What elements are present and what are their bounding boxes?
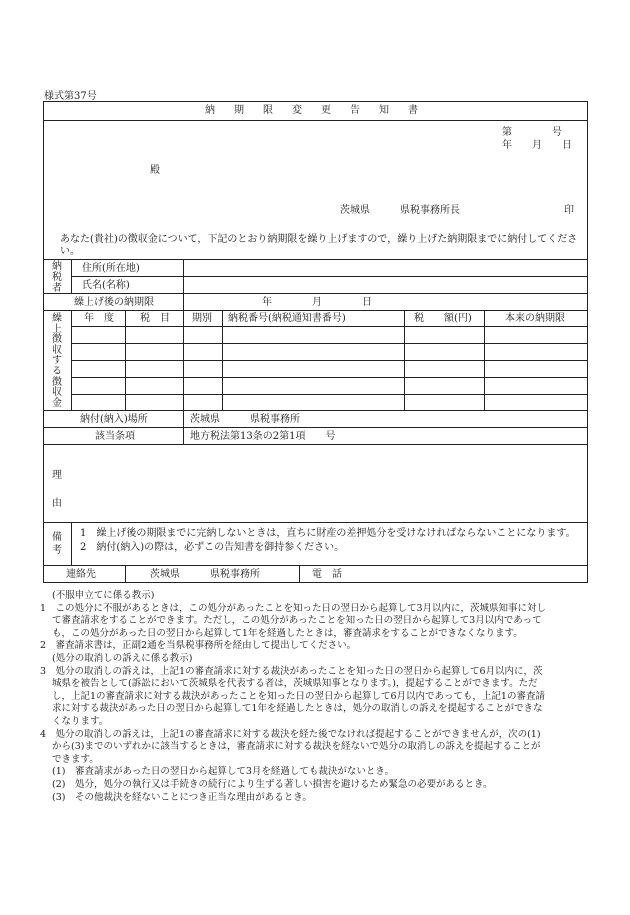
note-line: くなります。	[52, 715, 109, 727]
remarks-divider	[71, 522, 72, 565]
reason-label: 理由	[52, 470, 62, 509]
levy-row-line	[71, 343, 588, 344]
reason-bottom	[43, 522, 588, 523]
contact-divider	[125, 565, 126, 583]
taxpayer-row-divider	[71, 276, 588, 277]
levy-group-divider	[71, 310, 72, 410]
levy-header-bottom	[71, 326, 588, 327]
levy-col-divider	[183, 310, 184, 444]
intro-text: あなた(貴社)の徴収金について，下記のとおり納期限を繰り上げますので，繰り上げた納期限までに納付してください。	[60, 234, 578, 257]
note-heading: (処分の取消しの訴えに係る教示)	[52, 652, 193, 664]
clause-bottom	[43, 444, 588, 445]
seal-mark: 印	[564, 205, 574, 216]
note-line: 求に対する裁決があった日の翌日から起算して1年を経過したときは，処分の取消しの訴えを提起することができな	[52, 703, 543, 715]
note-line: 1 この処分に不服があるときは，この処分があったことを知った日の翌日から起算して3月以内に，茨城県知事に対し	[40, 602, 546, 614]
note-heading: (不服申立てに係る教示)	[52, 590, 155, 601]
contact-label: 連絡先	[66, 569, 96, 580]
title-divider	[43, 120, 588, 121]
remark-item-1: 1 繰上げ後の期限までに完納しないときは，直ちに財産の差押処分を受けなければならないことになります。	[80, 528, 576, 539]
levy-row-line	[71, 394, 588, 395]
col-header-tax-item: 税 目	[140, 313, 170, 324]
note-line: も，この処分があった日の翌日から起算して1年を経過したときは，審査請求をすることができなくなります。	[52, 627, 523, 639]
note-line: し，上記1の審査請求に対する裁決があったことを知った日の翌日から起算して6月以内であっても，上記1の審査請	[52, 690, 545, 702]
contact-divider	[299, 565, 300, 583]
col-header-original-deadline: 本来の納期限	[505, 313, 565, 324]
note-line: 4 処分の取消しの訴えは，上記1の審査請求に対する裁決を経た後でなければ提起することができませんが，次の(1)	[40, 728, 541, 740]
appeal-instructions	[40, 590, 588, 804]
applicable-clause-value: 地方税法第13条の2第1項 号	[190, 431, 336, 442]
advanced-deadline-date: 年 月 日	[262, 297, 372, 308]
levy-col-divider	[222, 310, 223, 410]
levy-col-divider	[125, 310, 126, 410]
levy-row-line	[71, 377, 588, 378]
payment-place-label: 納付(納入)場所	[80, 414, 148, 425]
note-line: て審査請求をすることができます。ただし，この処分があったことを知った日の翌日から起算して3月以内であって	[52, 615, 542, 627]
remarks-label: 備考	[52, 532, 62, 556]
taxpayer-bottom	[43, 293, 588, 294]
form-number: 様式第37号	[44, 91, 97, 102]
col-header-tax-number: 納税番号(納税通知書番号)	[228, 313, 346, 324]
address-label: 住所(所在地)	[82, 263, 140, 274]
note-line: 城県を被告として(訴訟において茨城県を代表する者は，茨城県知事となります。)，提起することができます。ただ	[52, 678, 538, 690]
col-header-period: 期別	[192, 313, 212, 324]
note-subitem: (1) 審査請求があった日の翌日から起算して3月を経過しても裁決がないとき。	[52, 766, 395, 778]
note-subitem: (2) 処分，処分の執行又は手続きの続行により生ずる著しい損害を避けるため緊急の必要があるとき。	[52, 778, 493, 790]
contact-phone-label: 電 話	[312, 569, 342, 580]
issue-date: 年 月 日	[502, 140, 572, 151]
name-label: 氏名(名称)	[82, 280, 130, 291]
addressee-suffix: 殿	[150, 165, 160, 176]
payment-place-value: 茨城県 県税事務所	[190, 414, 300, 425]
levy-bottom	[43, 410, 588, 411]
levy-group-label: 繰上徴収する徴収金	[52, 313, 62, 409]
remark-item-2: 2 納付(納入)の際は，必ずこの告知書を御持参ください。	[80, 542, 345, 553]
form-title: 納期限変更告知書	[205, 105, 437, 116]
document-number: 第 号	[502, 127, 562, 138]
taxpayer-group-divider	[71, 259, 72, 293]
col-header-year: 年 度	[84, 313, 114, 324]
place-bottom	[43, 427, 588, 428]
levy-row-line	[71, 360, 588, 361]
note-line: 3 処分の取消しの訴えは，上記1の審査請求に対する裁決があったことを知った日の翌日から起算して6月以内に，茨	[40, 665, 543, 677]
intro-divider	[43, 259, 588, 260]
note-line: から(3)までのいずれかに該当するときは，審査請求に対する裁決を経ないで処分の取消しの訴えを提起することが	[52, 741, 541, 753]
col-header-amount: 税 額(円)	[414, 313, 472, 324]
applicable-clause-label: 該当条項	[95, 431, 135, 442]
note-line: 2 審査請求書は，正副2通を当県税事務所を経由して提出してください。	[40, 640, 357, 652]
note-subitem: (3) その他裁決を経ないことにつき正当な理由があるとき。	[52, 791, 312, 803]
contact-office: 茨城県 県税事務所	[150, 569, 260, 580]
levy-col-divider	[404, 310, 405, 410]
taxpayer-label-divider	[183, 259, 184, 310]
levy-col-divider	[484, 310, 485, 410]
advanced-deadline-label: 繰上げ後の納期限	[74, 297, 154, 308]
taxpayer-group-label: 納税者	[52, 261, 62, 294]
issuer-name: 茨城県 県税事務所長	[340, 205, 460, 216]
note-line: できます。	[52, 753, 99, 765]
